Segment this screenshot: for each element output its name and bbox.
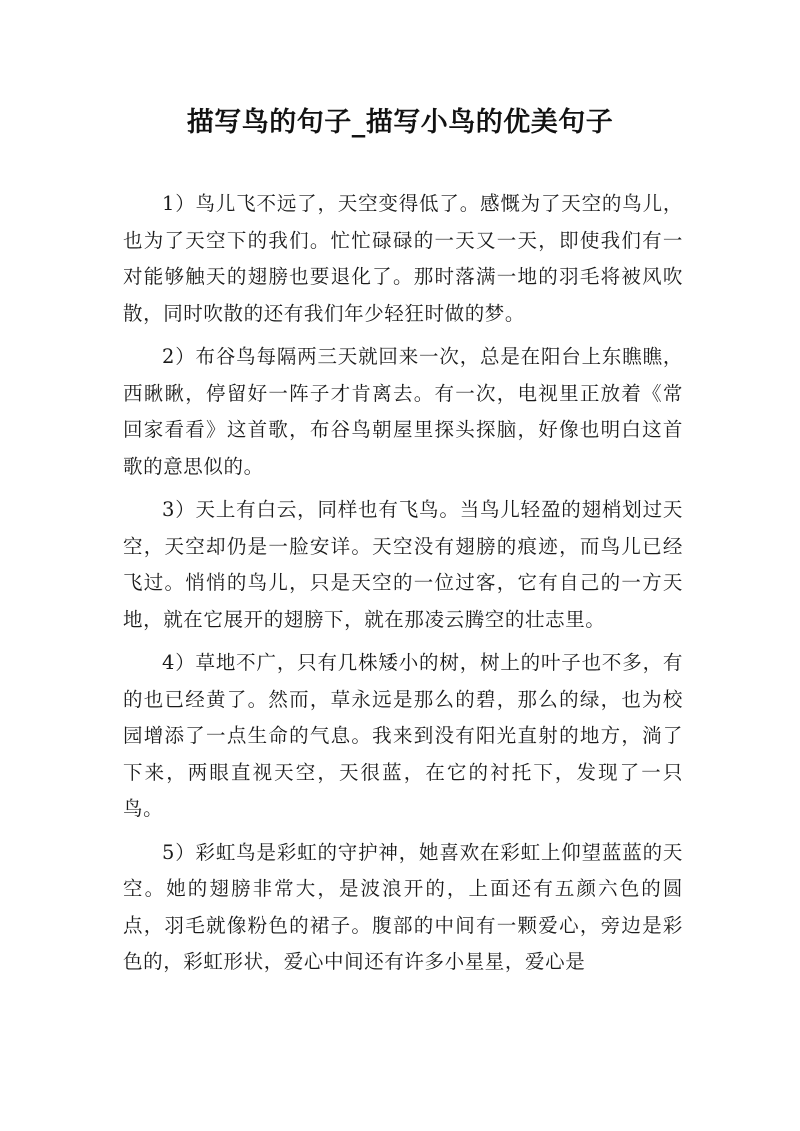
document-title: 描写鸟的句子_描写小鸟的优美句子 [186, 107, 614, 138]
paragraph-5: 5）彩虹鸟是彩虹的守护神，她喜欢在彩虹上仰望蓝蓝的天空。她的翅膀非常大，是波浪开的，上面还有五颜六色的圆点，羽毛就像粉色的裙子。腹部的中间有一颗爱心，旁边是彩色的，彩虹形状，爱心中间还有许多小星星，爱心是 [123, 840, 683, 973]
paragraph-1: 1）鸟儿飞不远了，天空变得低了。感慨为了天空的鸟儿，也为了天空下的我们。忙忙碌碌的一天又一天，即使我们有一对能够触天的翅膀也要退化了。那时落满一地的羽毛将被风吹散，同时吹散的还有我们年少轻狂时做的梦。 [123, 192, 683, 325]
paragraph-2: 2）布谷鸟每隔两三天就回来一次，总是在阳台上东瞧瞧，西瞅瞅，停留好一阵子才肯离去。有一次，电视里正放着《常回家看看》这首歌，布谷鸟朝屋里探头探脑，好像也明白这首歌的意思似的。 [123, 345, 683, 478]
paragraph-3: 3）天上有白云，同样也有飞鸟。当鸟儿轻盈的翅梢划过天空，天空却仍是一脸安详。天空没有翅膀的痕迹，而鸟儿已经飞过。悄悄的鸟儿，只是天空的一位过客，它有自己的一方天地，就在它展开的翅膀下，就在那凌云腾空的壮志里。 [123, 498, 683, 631]
paragraph-4: 4）草地不广，只有几株矮小的树，树上的叶子也不多，有的也已经黄了。然而，草永远是那么的碧，那么的绿，也为校园增添了一点生命的气息。我来到没有阳光直射的地方，淌了下来，两眼直视天空，天很蓝，在它的衬托下，发现了一只鸟。 [123, 651, 683, 820]
document-body [123, 186, 683, 988]
